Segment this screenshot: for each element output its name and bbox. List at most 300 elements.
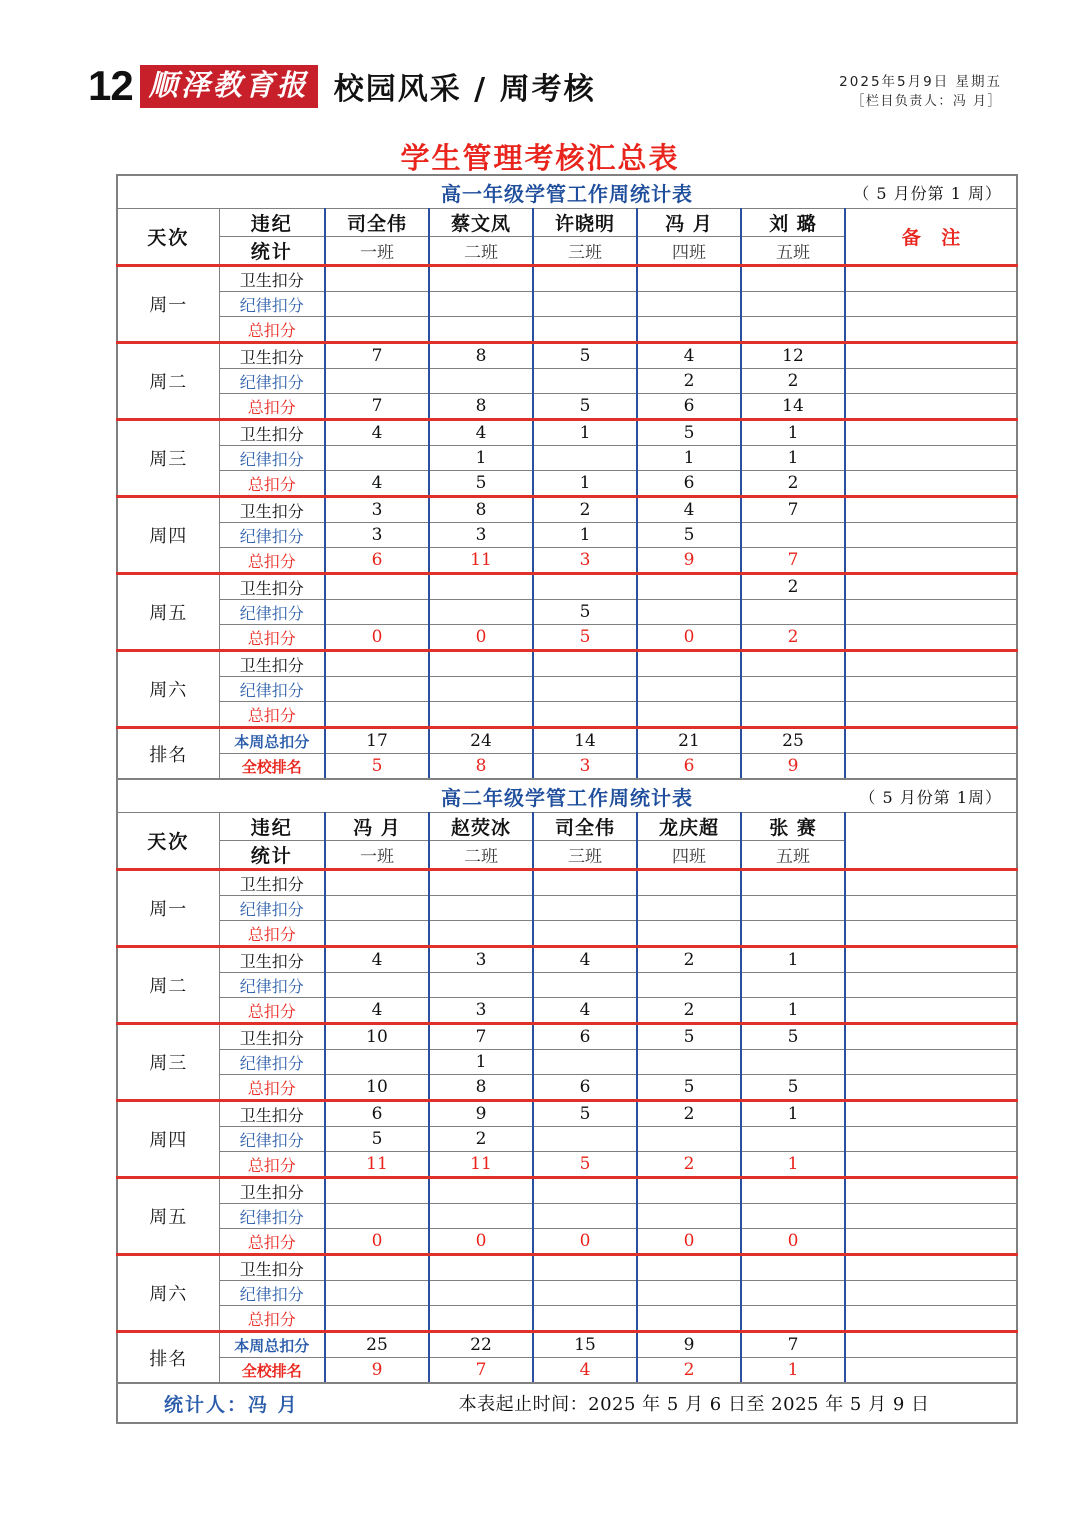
cell-value — [325, 292, 429, 317]
note-cell — [845, 1178, 1017, 1204]
cell-value — [741, 292, 845, 317]
cell-value — [533, 1050, 637, 1075]
paper-name-badge: 顺泽教育报 — [140, 65, 318, 108]
cell-value — [533, 266, 637, 292]
cell-value: 1 — [741, 1358, 845, 1384]
header-class: 一班 — [325, 237, 429, 266]
cell-value — [325, 317, 429, 343]
cell-value: 3 — [429, 998, 533, 1024]
cell-value: 5 — [325, 754, 429, 780]
note-cell — [845, 1050, 1017, 1075]
cell-value: 5 — [533, 343, 637, 369]
cell-value — [533, 369, 637, 394]
metric-hygiene-label: 卫生扣分 — [219, 1255, 325, 1281]
header-teacher: 赵荧冰 — [429, 813, 533, 841]
table-caption-week: （ 5 月份第 1周） — [859, 787, 1002, 807]
cell-value — [533, 973, 637, 998]
cell-value — [637, 651, 741, 677]
cell-value: 8 — [429, 394, 533, 420]
data-row — [117, 523, 1017, 548]
day-label: 周三 — [117, 420, 219, 497]
cell-value — [637, 1281, 741, 1306]
table-header-row-teachers — [117, 209, 1017, 237]
cell-value — [533, 292, 637, 317]
metric-total-label: 总扣分 — [219, 625, 325, 651]
ranking-group-label: 排名 — [117, 728, 219, 780]
data-row — [117, 343, 1017, 369]
metric-hygiene-label: 卫生扣分 — [219, 266, 325, 292]
cell-value — [325, 921, 429, 947]
cell-value: 2 — [533, 497, 637, 523]
footer-cell — [117, 1383, 1017, 1423]
cell-value: 7 — [325, 394, 429, 420]
cell-value: 0 — [637, 1229, 741, 1255]
table-caption-week: （ 5 月份第 1 周） — [853, 183, 1002, 203]
note-cell — [845, 343, 1017, 369]
cell-value — [741, 1204, 845, 1229]
cell-value: 0 — [637, 625, 741, 651]
cell-value — [637, 266, 741, 292]
data-row — [117, 998, 1017, 1024]
cell-value — [741, 317, 845, 343]
note-cell — [845, 548, 1017, 574]
cell-value: 7 — [741, 497, 845, 523]
header-kind-col-line1: 违纪 — [219, 209, 325, 237]
cell-value — [533, 574, 637, 600]
note-cell — [845, 420, 1017, 446]
cell-value: 12 — [741, 343, 845, 369]
table-caption-title: 高一年级学管工作周统计表 — [441, 181, 693, 206]
cell-value: 4 — [637, 497, 741, 523]
header-note-col: 备 注 — [845, 209, 1017, 266]
data-row — [117, 317, 1017, 343]
header-kind-col-line2: 统计 — [219, 841, 325, 870]
cell-value — [429, 1306, 533, 1332]
metric-total-label: 总扣分 — [219, 317, 325, 343]
cell-value: 5 — [637, 420, 741, 446]
header-class: 五班 — [741, 841, 845, 870]
cell-value: 5 — [637, 523, 741, 548]
table-caption — [117, 779, 1017, 813]
cell-value: 4 — [429, 420, 533, 446]
cell-value: 2 — [637, 1152, 741, 1178]
cell-value: 0 — [325, 1229, 429, 1255]
cell-value: 1 — [741, 1101, 845, 1127]
cell-value: 6 — [533, 1075, 637, 1101]
metric-hygiene-label: 卫生扣分 — [219, 497, 325, 523]
cell-value — [637, 600, 741, 625]
data-row — [117, 497, 1017, 523]
cell-value — [637, 677, 741, 702]
ranking-row — [117, 754, 1017, 780]
cell-value: 2 — [741, 471, 845, 497]
cell-value: 8 — [429, 754, 533, 780]
cell-value — [429, 1281, 533, 1306]
cell-value — [429, 702, 533, 728]
cell-value: 4 — [533, 947, 637, 973]
note-cell — [845, 1152, 1017, 1178]
data-row — [117, 1178, 1017, 1204]
data-row — [117, 896, 1017, 921]
data-row — [117, 548, 1017, 574]
note-cell — [845, 574, 1017, 600]
header-class: 二班 — [429, 237, 533, 266]
cell-value: 21 — [637, 728, 741, 754]
note-cell — [845, 728, 1017, 754]
header-day-col: 天次 — [117, 813, 219, 870]
cell-value — [325, 677, 429, 702]
cell-value: 4 — [325, 471, 429, 497]
cell-value: 3 — [429, 523, 533, 548]
statistician-label: 统计人：冯 月 — [164, 1393, 299, 1416]
cell-value — [741, 651, 845, 677]
data-row — [117, 677, 1017, 702]
cell-value: 1 — [533, 420, 637, 446]
table-caption-row — [117, 175, 1017, 209]
cell-value — [533, 921, 637, 947]
cell-value — [637, 1204, 741, 1229]
cell-value: 1 — [741, 446, 845, 471]
header-class: 三班 — [533, 841, 637, 870]
cell-value: 4 — [533, 998, 637, 1024]
cell-value — [741, 1255, 845, 1281]
cell-value: 9 — [741, 754, 845, 780]
cell-value — [637, 973, 741, 998]
day-label: 周五 — [117, 1178, 219, 1255]
cell-value: 4 — [533, 1358, 637, 1384]
metric-discipline-label: 纪律扣分 — [219, 369, 325, 394]
cell-value: 3 — [533, 754, 637, 780]
cell-value — [637, 1127, 741, 1152]
school-rank-label: 全校排名 — [219, 1358, 325, 1384]
metric-hygiene-label: 卫生扣分 — [219, 574, 325, 600]
header-teacher: 龙庆超 — [637, 813, 741, 841]
metric-discipline-label: 纪律扣分 — [219, 1204, 325, 1229]
cell-value — [533, 677, 637, 702]
cell-value — [741, 1050, 845, 1075]
metric-hygiene-label: 卫生扣分 — [219, 651, 325, 677]
header-day-col: 天次 — [117, 209, 219, 266]
note-cell — [845, 1024, 1017, 1050]
cell-value: 3 — [325, 523, 429, 548]
cell-value: 11 — [429, 548, 533, 574]
cell-value — [637, 1178, 741, 1204]
note-cell — [845, 921, 1017, 947]
header-teacher: 蔡文凤 — [429, 209, 533, 237]
cell-value — [533, 896, 637, 921]
data-row — [117, 651, 1017, 677]
cell-value — [741, 1178, 845, 1204]
cell-value: 8 — [429, 497, 533, 523]
cell-value — [533, 1204, 637, 1229]
cell-value: 7 — [429, 1024, 533, 1050]
header-teacher: 许晓明 — [533, 209, 637, 237]
cell-value: 0 — [533, 1229, 637, 1255]
data-row — [117, 1255, 1017, 1281]
cell-value: 1 — [637, 446, 741, 471]
metric-discipline-label: 纪律扣分 — [219, 523, 325, 548]
note-cell — [845, 523, 1017, 548]
note-cell — [845, 1306, 1017, 1332]
metric-total-label: 总扣分 — [219, 1075, 325, 1101]
data-row — [117, 369, 1017, 394]
note-cell — [845, 369, 1017, 394]
cell-value: 1 — [533, 471, 637, 497]
metric-discipline-label: 纪律扣分 — [219, 600, 325, 625]
cell-value — [429, 600, 533, 625]
cell-value: 6 — [325, 548, 429, 574]
data-row — [117, 1204, 1017, 1229]
metric-hygiene-label: 卫生扣分 — [219, 870, 325, 896]
cell-value — [429, 266, 533, 292]
note-cell — [845, 947, 1017, 973]
metric-total-label: 总扣分 — [219, 702, 325, 728]
metric-total-label: 总扣分 — [219, 998, 325, 1024]
metric-total-label: 总扣分 — [219, 548, 325, 574]
cell-value: 2 — [637, 998, 741, 1024]
cell-value — [637, 702, 741, 728]
metric-total-label: 总扣分 — [219, 921, 325, 947]
cell-value: 7 — [429, 1358, 533, 1384]
cell-value: 10 — [325, 1024, 429, 1050]
cell-value — [429, 896, 533, 921]
metric-discipline-label: 纪律扣分 — [219, 1127, 325, 1152]
note-cell — [845, 292, 1017, 317]
cell-value — [741, 973, 845, 998]
cell-value — [325, 574, 429, 600]
data-row — [117, 625, 1017, 651]
data-row — [117, 1101, 1017, 1127]
note-cell — [845, 1332, 1017, 1358]
metric-discipline-label: 纪律扣分 — [219, 1281, 325, 1306]
data-row — [117, 600, 1017, 625]
data-row — [117, 1127, 1017, 1152]
metric-discipline-label: 纪律扣分 — [219, 677, 325, 702]
cell-value — [325, 1306, 429, 1332]
data-row — [117, 1281, 1017, 1306]
cell-value: 10 — [325, 1075, 429, 1101]
note-cell — [845, 317, 1017, 343]
note-cell — [845, 1075, 1017, 1101]
cell-value: 5 — [533, 1101, 637, 1127]
note-cell — [845, 625, 1017, 651]
ranking-group-label: 排名 — [117, 1332, 219, 1384]
data-row — [117, 1229, 1017, 1255]
day-label: 周一 — [117, 266, 219, 343]
note-cell — [845, 754, 1017, 780]
cell-value: 6 — [325, 1101, 429, 1127]
cell-value — [741, 921, 845, 947]
cell-value: 8 — [429, 1075, 533, 1101]
ranking-row — [117, 728, 1017, 754]
cell-value — [429, 369, 533, 394]
metric-discipline-label: 纪律扣分 — [219, 1050, 325, 1075]
masthead-left — [88, 62, 596, 110]
data-row — [117, 292, 1017, 317]
cell-value — [741, 702, 845, 728]
cell-value — [325, 651, 429, 677]
cell-value: 5 — [533, 1152, 637, 1178]
cell-value — [325, 600, 429, 625]
cell-value: 4 — [325, 420, 429, 446]
note-cell — [845, 998, 1017, 1024]
cell-value: 1 — [741, 420, 845, 446]
day-label: 周四 — [117, 1101, 219, 1178]
metric-discipline-label: 纪律扣分 — [219, 292, 325, 317]
cell-value: 0 — [429, 1229, 533, 1255]
cell-value: 1 — [741, 1152, 845, 1178]
table-header-row-teachers — [117, 813, 1017, 841]
page-number: 12 — [88, 62, 133, 109]
cell-value: 2 — [637, 1358, 741, 1384]
cell-value: 9 — [325, 1358, 429, 1384]
cell-value — [429, 1204, 533, 1229]
cell-value: 3 — [325, 497, 429, 523]
note-cell — [845, 600, 1017, 625]
metric-hygiene-label: 卫生扣分 — [219, 1101, 325, 1127]
cell-value — [429, 1178, 533, 1204]
cell-value: 6 — [533, 1024, 637, 1050]
cell-value — [637, 870, 741, 896]
note-cell — [845, 394, 1017, 420]
cell-value: 9 — [429, 1101, 533, 1127]
metric-hygiene-label: 卫生扣分 — [219, 947, 325, 973]
cell-value — [637, 896, 741, 921]
note-cell — [845, 1229, 1017, 1255]
metric-total-label: 总扣分 — [219, 394, 325, 420]
week-total-label: 本周总扣分 — [219, 1332, 325, 1358]
cell-value: 24 — [429, 728, 533, 754]
cell-value: 2 — [741, 625, 845, 651]
note-cell — [845, 1255, 1017, 1281]
day-label: 周六 — [117, 651, 219, 728]
cell-value — [533, 446, 637, 471]
cell-value: 1 — [429, 1050, 533, 1075]
cell-value — [429, 973, 533, 998]
note-cell — [845, 870, 1017, 896]
cell-value: 2 — [741, 369, 845, 394]
cell-value — [533, 1306, 637, 1332]
cell-value — [533, 1178, 637, 1204]
day-label: 周六 — [117, 1255, 219, 1332]
cell-value: 4 — [637, 343, 741, 369]
metric-total-label: 总扣分 — [219, 1152, 325, 1178]
cell-value — [429, 317, 533, 343]
header-note-col — [845, 813, 1017, 870]
data-row — [117, 1024, 1017, 1050]
metric-hygiene-label: 卫生扣分 — [219, 343, 325, 369]
note-cell — [845, 1101, 1017, 1127]
header-teacher: 张 赛 — [741, 813, 845, 841]
note-cell — [845, 446, 1017, 471]
cell-value — [533, 1281, 637, 1306]
cell-value — [429, 921, 533, 947]
header-teacher: 司全伟 — [325, 209, 429, 237]
metric-hygiene-label: 卫生扣分 — [219, 420, 325, 446]
cell-value — [533, 651, 637, 677]
header-teacher: 刘 璐 — [741, 209, 845, 237]
cell-value: 22 — [429, 1332, 533, 1358]
data-row — [117, 1306, 1017, 1332]
cell-value — [325, 1204, 429, 1229]
day-label: 周二 — [117, 947, 219, 1024]
cell-value: 1 — [429, 446, 533, 471]
cell-value: 1 — [533, 523, 637, 548]
cell-value — [741, 600, 845, 625]
header-teacher: 司全伟 — [533, 813, 637, 841]
metric-discipline-label: 纪律扣分 — [219, 896, 325, 921]
note-cell — [845, 702, 1017, 728]
metric-discipline-label: 纪律扣分 — [219, 973, 325, 998]
cell-value — [429, 651, 533, 677]
cell-value — [637, 1255, 741, 1281]
data-row — [117, 394, 1017, 420]
cell-value — [325, 870, 429, 896]
cell-value — [325, 896, 429, 921]
metric-hygiene-label: 卫生扣分 — [219, 1178, 325, 1204]
cell-value: 25 — [325, 1332, 429, 1358]
header-class: 三班 — [533, 237, 637, 266]
note-cell — [845, 677, 1017, 702]
cell-value: 25 — [741, 728, 845, 754]
cell-value: 11 — [325, 1152, 429, 1178]
cell-value — [741, 1281, 845, 1306]
note-cell — [845, 1281, 1017, 1306]
cell-value — [637, 1050, 741, 1075]
cell-value: 2 — [637, 947, 741, 973]
note-cell — [845, 973, 1017, 998]
metric-total-label: 总扣分 — [219, 1306, 325, 1332]
cell-value: 2 — [637, 1101, 741, 1127]
cell-value: 6 — [637, 394, 741, 420]
day-label: 周三 — [117, 1024, 219, 1101]
cell-value — [325, 446, 429, 471]
cell-value: 8 — [429, 343, 533, 369]
cell-value: 1 — [741, 998, 845, 1024]
cell-value: 9 — [637, 1332, 741, 1358]
metric-discipline-label: 纪律扣分 — [219, 446, 325, 471]
column-editor: ［栏目负责人：冯 月］ — [851, 94, 1002, 109]
cell-value — [533, 1127, 637, 1152]
cell-value: 0 — [429, 625, 533, 651]
metric-hygiene-label: 卫生扣分 — [219, 1024, 325, 1050]
cell-value: 6 — [637, 754, 741, 780]
data-row — [117, 921, 1017, 947]
cell-value — [325, 1281, 429, 1306]
cell-value: 5 — [325, 1127, 429, 1152]
day-label: 周二 — [117, 343, 219, 420]
cell-value: 7 — [741, 1332, 845, 1358]
cell-value: 17 — [325, 728, 429, 754]
header-class: 四班 — [637, 237, 741, 266]
issue-date: 2025年5月9日 星期五 — [839, 74, 1002, 90]
cell-value — [637, 574, 741, 600]
masthead-right — [839, 72, 1002, 112]
note-cell — [845, 651, 1017, 677]
header-class: 二班 — [429, 841, 533, 870]
table-caption-row — [117, 779, 1017, 813]
day-label: 周五 — [117, 574, 219, 651]
cell-value: 5 — [533, 394, 637, 420]
header-class: 四班 — [637, 841, 741, 870]
header-class: 一班 — [325, 841, 429, 870]
cell-value — [429, 870, 533, 896]
week-total-label: 本周总扣分 — [219, 728, 325, 754]
ranking-row — [117, 1358, 1017, 1384]
data-row — [117, 266, 1017, 292]
data-row — [117, 947, 1017, 973]
cell-value — [429, 574, 533, 600]
